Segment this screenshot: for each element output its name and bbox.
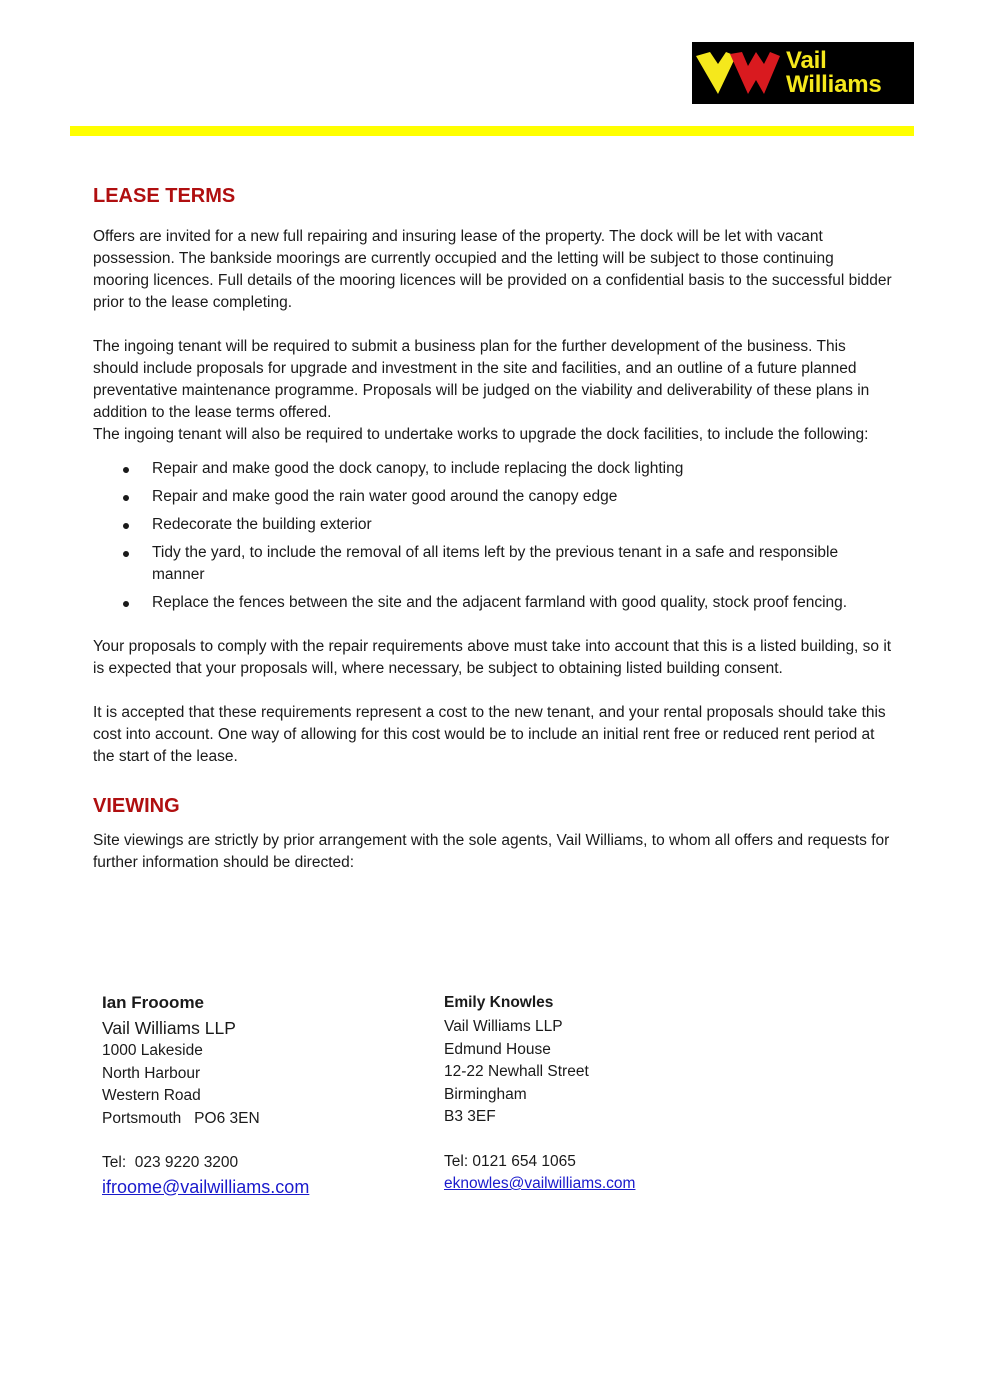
header-divider xyxy=(70,126,914,136)
list-item xyxy=(93,486,893,508)
contact-card-ian xyxy=(102,990,309,1199)
lease-terms-paragraph-4: Your proposals to comply with the repair requirements above must take into account that this is a listed building, so it is expected that your proposals will, where necessary, be subject to obtaining listed building consent. xyxy=(93,638,892,677)
bullet-icon xyxy=(123,523,129,529)
list-item-text: Tidy the yard, to include the removal of all items left by the previous tenant in a safe and responsible manner xyxy=(152,544,839,583)
list-item-text: Repair and make good the dock canopy, to include replacing the dock lighting xyxy=(152,460,684,477)
contact-email-link[interactable]: eknowles@vailwilliams.com xyxy=(444,1175,636,1192)
contact-phone: Tel: 023 9220 3200 xyxy=(102,1154,239,1171)
contact-name: Ian Frooome xyxy=(102,993,205,1012)
list-item-text: Redecorate the building exterior xyxy=(152,516,372,533)
contact-email-link[interactable]: ifroome@vailwilliams.com xyxy=(102,1176,310,1197)
contact-address-line: 1000 Lakeside xyxy=(102,1042,203,1059)
contact-address-line: Edmund House xyxy=(444,1040,551,1058)
list-item-text: Repair and make good the rain water good around the canopy edge xyxy=(152,488,618,505)
contact-card-emily xyxy=(444,990,635,1196)
contact-address-line: B3 3EF xyxy=(444,1108,496,1125)
logo-line-1: Vail xyxy=(786,47,827,74)
contact-firm: Vail Williams LLP xyxy=(102,1018,236,1038)
bullet-icon xyxy=(123,551,129,557)
works-list xyxy=(93,458,893,614)
vw-logo-mark-icon xyxy=(692,42,782,104)
bullet-icon xyxy=(123,467,129,473)
bullet-icon xyxy=(123,495,129,501)
lease-terms-paragraph-3: The ingoing tenant will also be required to undertake works to upgrade the dock facilities, to include the following: xyxy=(93,426,869,443)
viewing-heading: VIEWING xyxy=(93,795,180,817)
contact-firm: Vail Williams LLP xyxy=(444,1018,563,1035)
main-content xyxy=(93,180,893,874)
contact-address-line: 12-22 Newhall Street xyxy=(444,1063,589,1080)
contact-address-line: Western Road xyxy=(102,1087,201,1104)
viewing-paragraph: Site viewings are strictly by prior arrangement with the sole agents, Vail Williams, to whom all offers and requests for further information should be directed: xyxy=(93,832,890,871)
contact-name: Emily Knowles xyxy=(444,994,554,1011)
bullet-icon xyxy=(123,601,129,607)
lease-terms-paragraph-5: It is accepted that these requirements represent a cost to the new tenant, and your rental proposals should take this cost into account. One way of allowing for this cost would be to include an initial rent free or reduced rent period at the start of the lease. xyxy=(93,704,886,765)
list-item xyxy=(93,514,893,536)
contact-address-line: North Harbour xyxy=(102,1064,201,1082)
contact-address-line: Portsmouth PO6 3EN xyxy=(102,1109,260,1127)
lease-terms-paragraph-2: The ingoing tenant will be required to submit a business plan for the further development of the business. This should include proposals for upgrade and investment in the site and facilities, and an outline of a future planned preventative maintenance programme. Proposals will be judged on the viability and deliverability of these plans in addition to the lease terms offered. xyxy=(93,338,870,421)
list-item xyxy=(93,542,893,586)
list-item xyxy=(93,458,893,480)
contact-phone: Tel: 0121 654 1065 xyxy=(444,1152,576,1170)
contact-address-line: Birmingham xyxy=(444,1085,527,1103)
logo-wordmark xyxy=(786,49,882,97)
vail-williams-logo xyxy=(692,42,914,104)
lease-terms-heading: LEASE TERMS xyxy=(93,185,236,207)
logo-line-2: Williams xyxy=(786,71,882,98)
lease-terms-paragraph-1: Offers are invited for a new full repairing and insuring lease of the property. The dock will be let with vacant possession. The bankside moorings are currently occupied and the letting will be subject to those continuing mooring licences. Full details of the mooring licences will be provided on a confidential basis to the successful bidder prior to the lease completing. xyxy=(93,228,892,311)
list-item-text: Replace the fences between the site and the adjacent farmland with good quality, stock proof fencing. xyxy=(152,594,848,611)
list-item xyxy=(93,592,893,614)
